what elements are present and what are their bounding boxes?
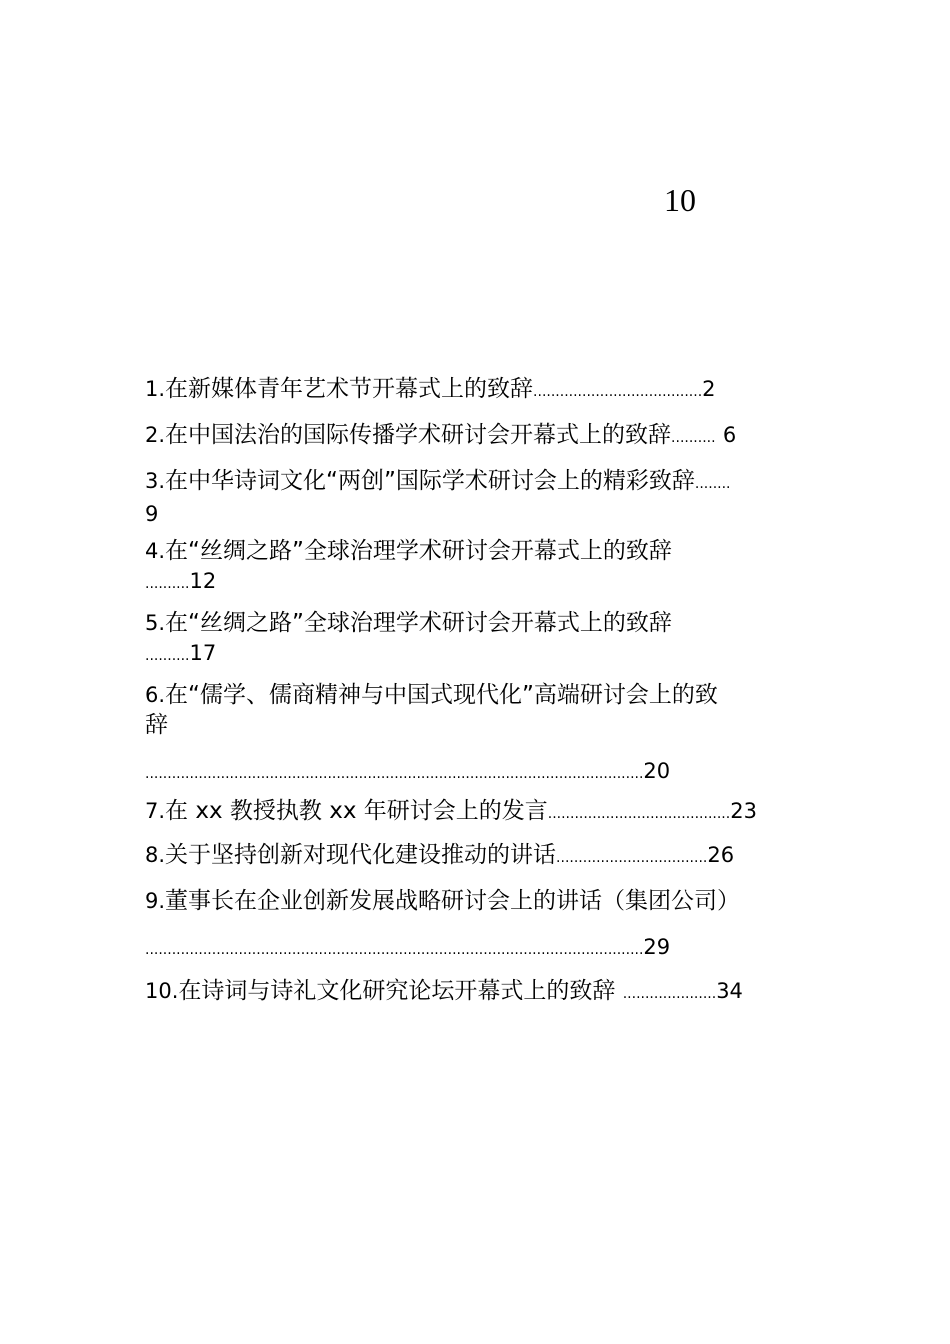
toc-entry-page: 17 — [189, 641, 217, 665]
toc-entry-8[interactable] — [145, 840, 734, 873]
toc-entry-title: 在“丝绸之路”全球治理学术研讨会开幕式上的致辞 — [165, 538, 672, 564]
toc-entry-title-continued: 辞 — [145, 712, 168, 738]
toc-entry-5[interactable] — [145, 608, 672, 671]
toc-entry-page: 26 — [707, 843, 735, 867]
toc-entry-page: 29 — [643, 935, 671, 959]
toc-entry-number: 4. — [145, 539, 166, 563]
toc-entry-title: 在中华诗词文化“两创”国际学术研讨会上的精彩致辞 — [165, 468, 695, 494]
toc-leader-dots: ...................................... — [533, 384, 703, 400]
toc-leader-dots: ..................... — [622, 986, 717, 1002]
toc-entry-3[interactable] — [145, 466, 731, 529]
toc-entry-number: 1. — [145, 377, 166, 401]
toc-entry-page: 2 — [702, 377, 716, 401]
toc-leader-dots: .................................. — [556, 850, 708, 866]
toc-leader-dots: ................................................................................................................ — [145, 766, 644, 782]
toc-entry-page: 34 — [716, 979, 743, 1003]
toc-leader-dots: ................................................................................................................ — [145, 942, 644, 958]
toc-leader-dots: .......... — [145, 648, 190, 664]
toc-entry-page: 9 — [145, 502, 159, 526]
toc-entry-page: 20 — [643, 759, 671, 783]
toc-entry-number: 7. — [145, 799, 166, 823]
toc-entry-number: 10. — [145, 979, 179, 1003]
toc-entry-number: 9. — [145, 889, 166, 913]
toc-entry-title: 在“儒学、儒商精神与中国式现代化”高端研讨会上的致 — [165, 682, 718, 708]
toc-entry-title: 在 xx 教授执教 xx 年研讨会上的发言 — [165, 798, 548, 824]
toc-entry-10[interactable] — [145, 976, 743, 1009]
toc-leader-dots: ......................................... — [547, 806, 731, 822]
toc-leader-dots: .......... — [671, 430, 716, 446]
toc-entry-number: 6. — [145, 683, 166, 707]
toc-entry-7[interactable] — [145, 796, 757, 829]
toc-entry-title: 关于坚持创新对现代化建设推动的讲话 — [165, 842, 557, 868]
toc-entry-page: 6 — [722, 423, 737, 447]
toc-entry-2[interactable] — [145, 420, 736, 453]
toc-entry-title: 在中国法治的国际传播学术研讨会开幕式上的致辞 — [165, 422, 672, 448]
toc-entry-title: 在诗词与诗礼文化研究论坛开幕式上的致辞 — [178, 978, 616, 1004]
toc-entry-title: 在“丝绸之路”全球治理学术研讨会开幕式上的致辞 — [165, 610, 672, 636]
toc-entry-number: 2. — [145, 423, 166, 447]
page-number: 10 — [664, 182, 696, 218]
toc-entry-9[interactable] — [145, 886, 740, 965]
toc-entry-page: 12 — [189, 569, 217, 593]
toc-leader-dots: .......... — [145, 576, 190, 592]
toc-entry-number: 8. — [145, 843, 166, 867]
toc-entry-title: 在新媒体青年艺术节开幕式上的致辞 — [165, 376, 534, 402]
toc-entry-number: 3. — [145, 469, 166, 493]
toc-entry-page: 23 — [730, 799, 757, 823]
toc-entry-number: 5. — [145, 611, 166, 635]
toc-entry-6[interactable] — [145, 680, 718, 789]
toc-entry-4[interactable] — [145, 536, 672, 599]
toc-entry-1[interactable] — [145, 374, 716, 407]
toc-leader-dots: ........ — [694, 476, 731, 492]
toc-entry-title: 董事长在企业创新发展战略研讨会上的讲话（集团公司） — [165, 888, 741, 914]
